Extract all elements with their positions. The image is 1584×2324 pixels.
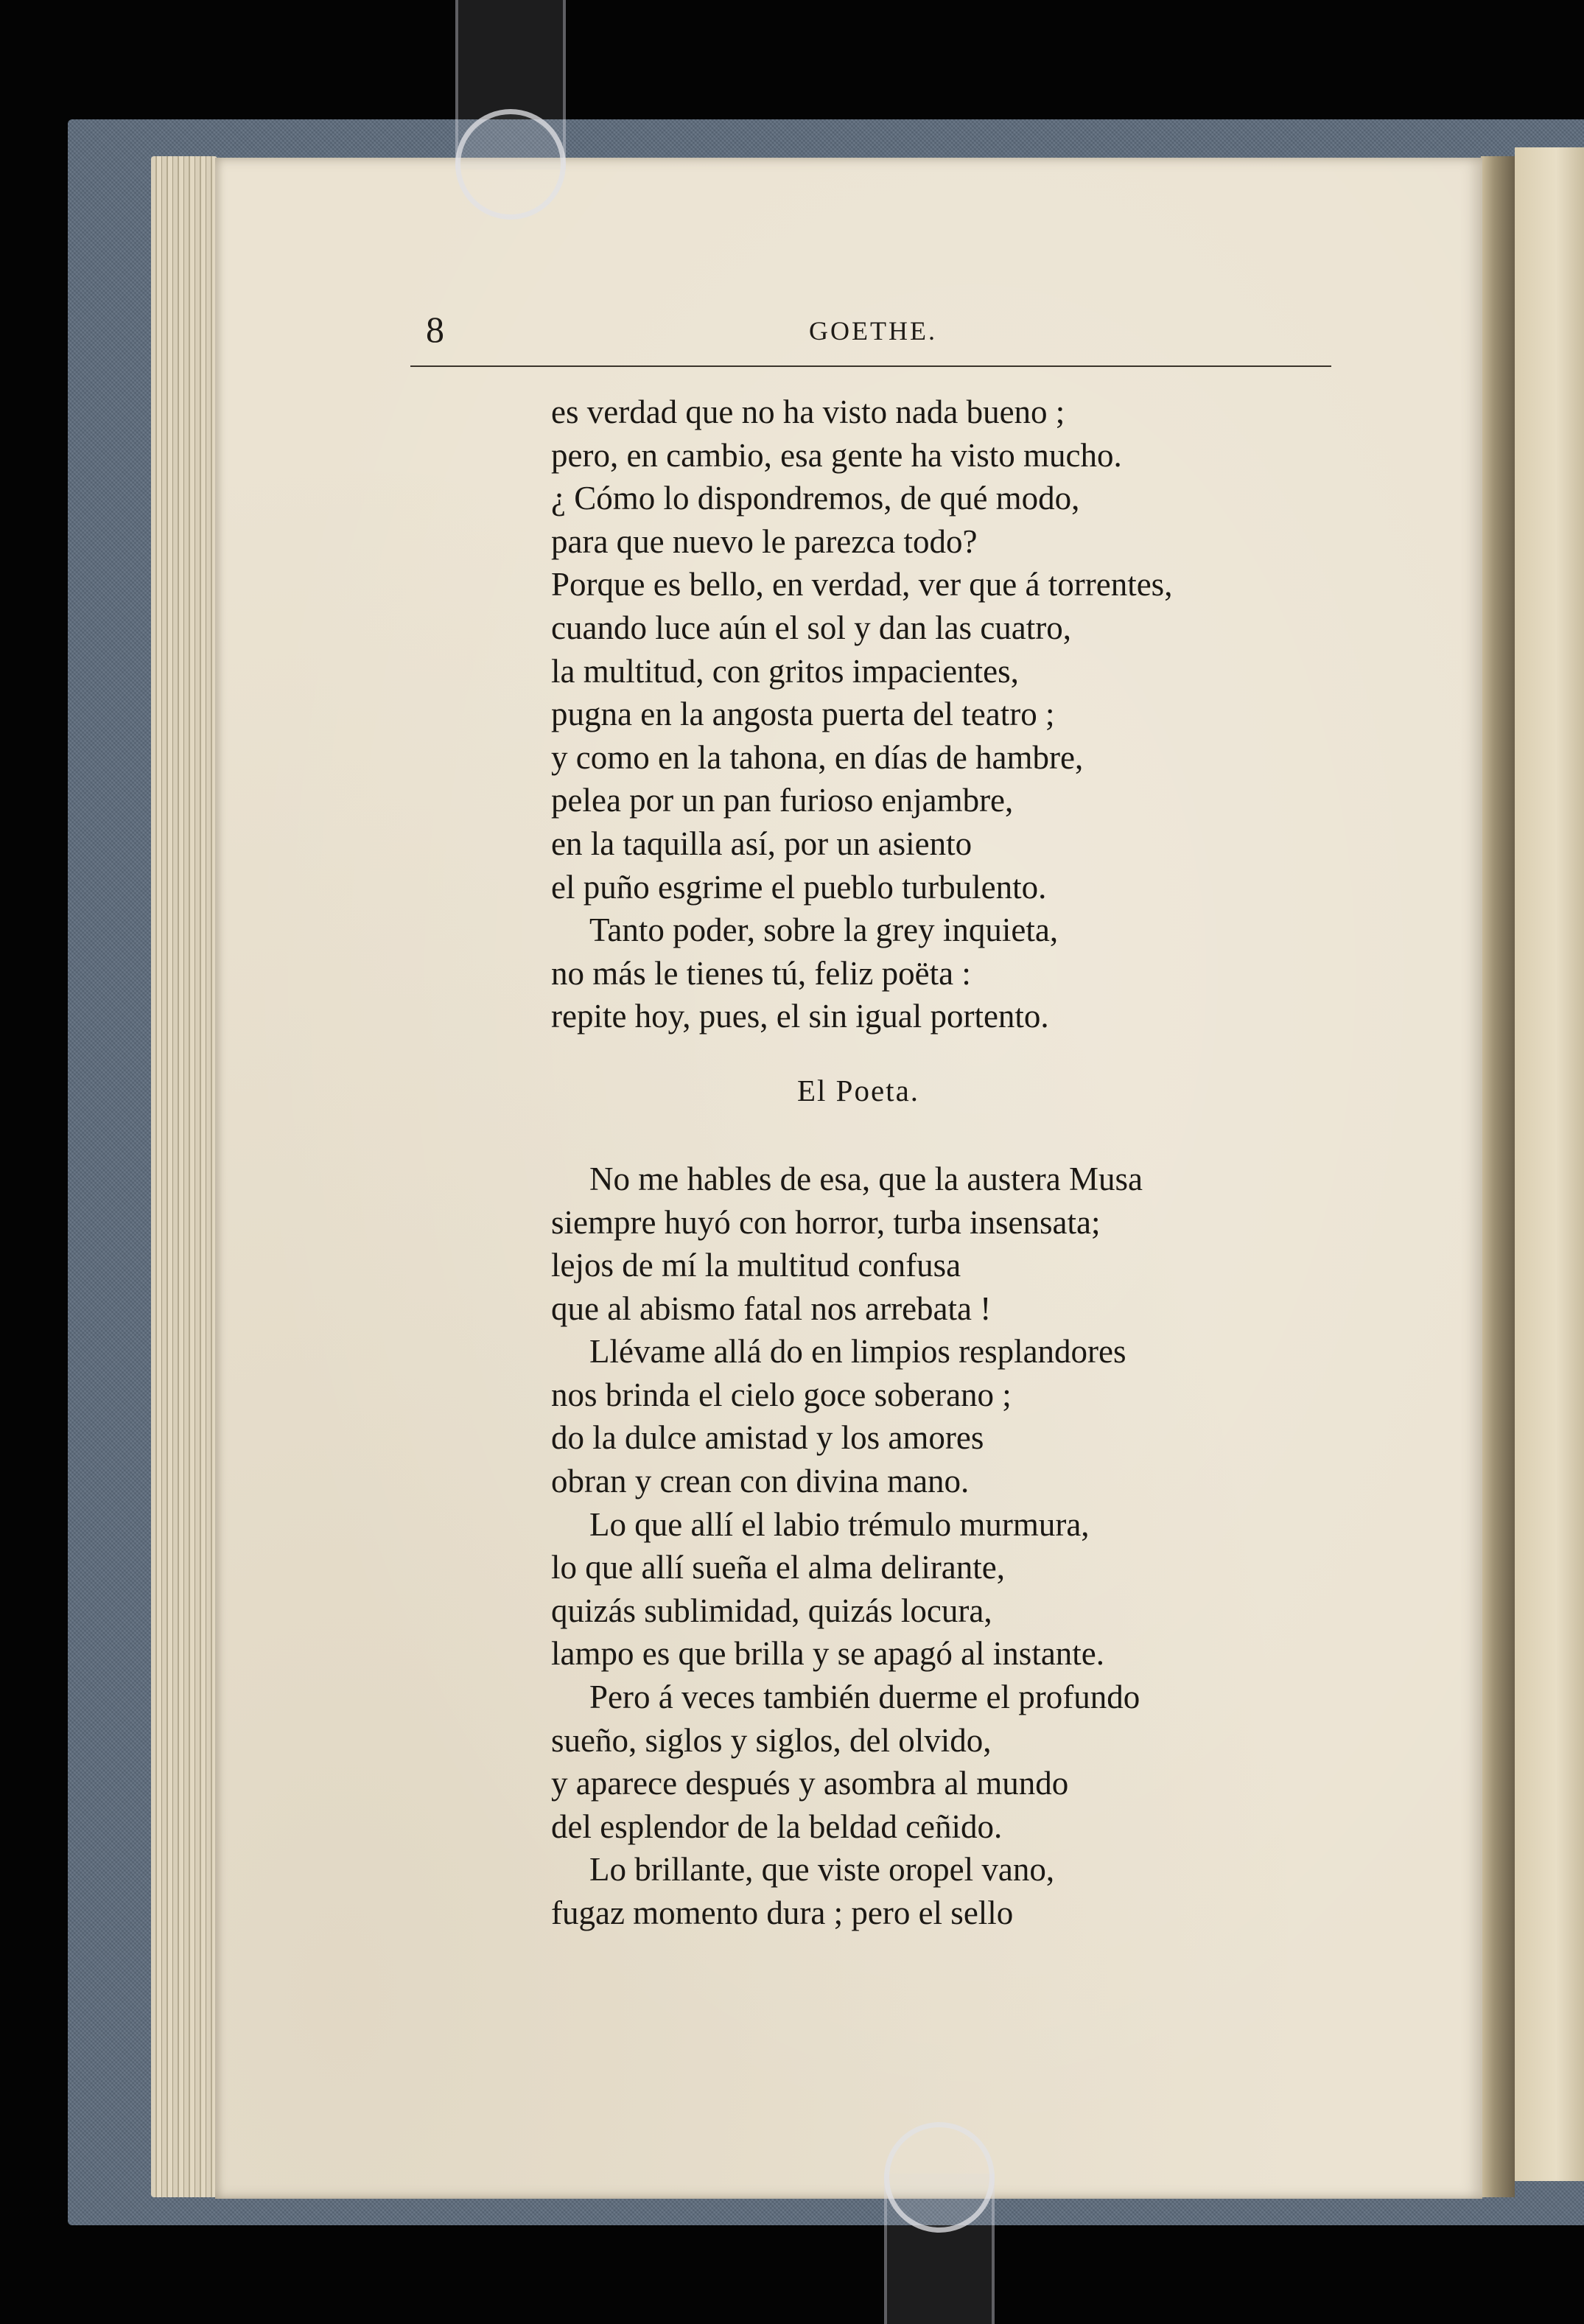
- verse-line: la multitud, con gritos impacientes,: [551, 652, 1019, 690]
- verse-line: ¿ Cómo lo dispondremos, de qué modo,: [551, 480, 1080, 517]
- verse-line: fugaz momento dura ; pero el sello: [551, 1894, 1014, 1931]
- header-rule: [410, 365, 1331, 367]
- running-title: GOETHE.: [809, 316, 937, 346]
- verse-line: y como en la tahona, en días de hambre,: [551, 738, 1084, 776]
- verse-line: do la dulce amistad y los amores: [551, 1419, 984, 1457]
- verse-line: siempre huyó con horror, turba insensata;: [551, 1203, 1101, 1241]
- verse-line: obran y crean con divina mano.: [551, 1463, 970, 1500]
- verse-line: Llévame allá do en limpios resplandores: [589, 1333, 1126, 1371]
- verse-line: Porque es bello, en verdad, ver que á torrentes,: [551, 566, 1173, 603]
- verse-line: el puño esgrime el pueblo turbulento.: [551, 868, 1047, 906]
- verse-line: no más le tienes tú, feliz poëta :: [551, 954, 971, 992]
- verse-line: y aparece después y asombra al mundo: [551, 1765, 1069, 1802]
- verse-line: repite hoy, pues, el sin igual portento.: [551, 998, 1049, 1035]
- page-clip-bottom: [884, 2122, 995, 2233]
- verse-line: quizás sublimidad, quizás locura,: [551, 1592, 992, 1629]
- verse-line: lejos de mí la multitud confusa: [551, 1247, 961, 1284]
- verse-line: Lo brillante, que viste oropel vano,: [589, 1851, 1055, 1889]
- poem-text: [551, 391, 1479, 1935]
- verse-line: pero, en cambio, esa gente ha visto mucho.: [551, 436, 1122, 474]
- speaker-heading: El Poeta.: [797, 1073, 920, 1107]
- page-number: 8: [426, 309, 444, 350]
- verse-line: cuando luce aún el sol y dan las cuatro,: [551, 609, 1072, 646]
- verse-line: del esplendor de la beldad ceñido.: [551, 1807, 1003, 1845]
- page-edges: [151, 156, 217, 2197]
- verse-line: Tanto poder, sobre la grey inquieta,: [589, 911, 1059, 949]
- verse-line: lampo es que brilla y se apagó al instante.: [551, 1635, 1105, 1673]
- verse-line: nos brinda el cielo goce soberano ;: [551, 1376, 1012, 1413]
- verse-line: pugna en la angosta puerta del teatro ;: [551, 696, 1055, 733]
- verse-line: que al abismo fatal nos arrebata !: [551, 1289, 992, 1327]
- verse-line: lo que allí sueña el alma delirante,: [551, 1549, 1006, 1586]
- page-clip-top: [455, 109, 566, 220]
- verse-line: Pero á veces también duerme el profundo: [589, 1679, 1140, 1716]
- verse-line: No me hables de esa, que la austera Musa: [589, 1160, 1143, 1197]
- verse-line: pelea por un pan furioso enjambre,: [551, 782, 1014, 819]
- spacer: [551, 1113, 1479, 1158]
- facing-page-edge: [1515, 147, 1584, 2181]
- verse-line: sueño, siglos y siglos, del olvido,: [551, 1721, 992, 1759]
- verse-line: es verdad que no ha visto nada bueno ;: [551, 393, 1065, 430]
- verse-line: para que nuevo le parezca todo?: [551, 522, 978, 560]
- book-gutter: [1481, 156, 1515, 2197]
- verse-line: en la taquilla así, por un asiento: [551, 825, 973, 862]
- verse-line: Lo que allí el labio trémulo murmura,: [589, 1505, 1090, 1543]
